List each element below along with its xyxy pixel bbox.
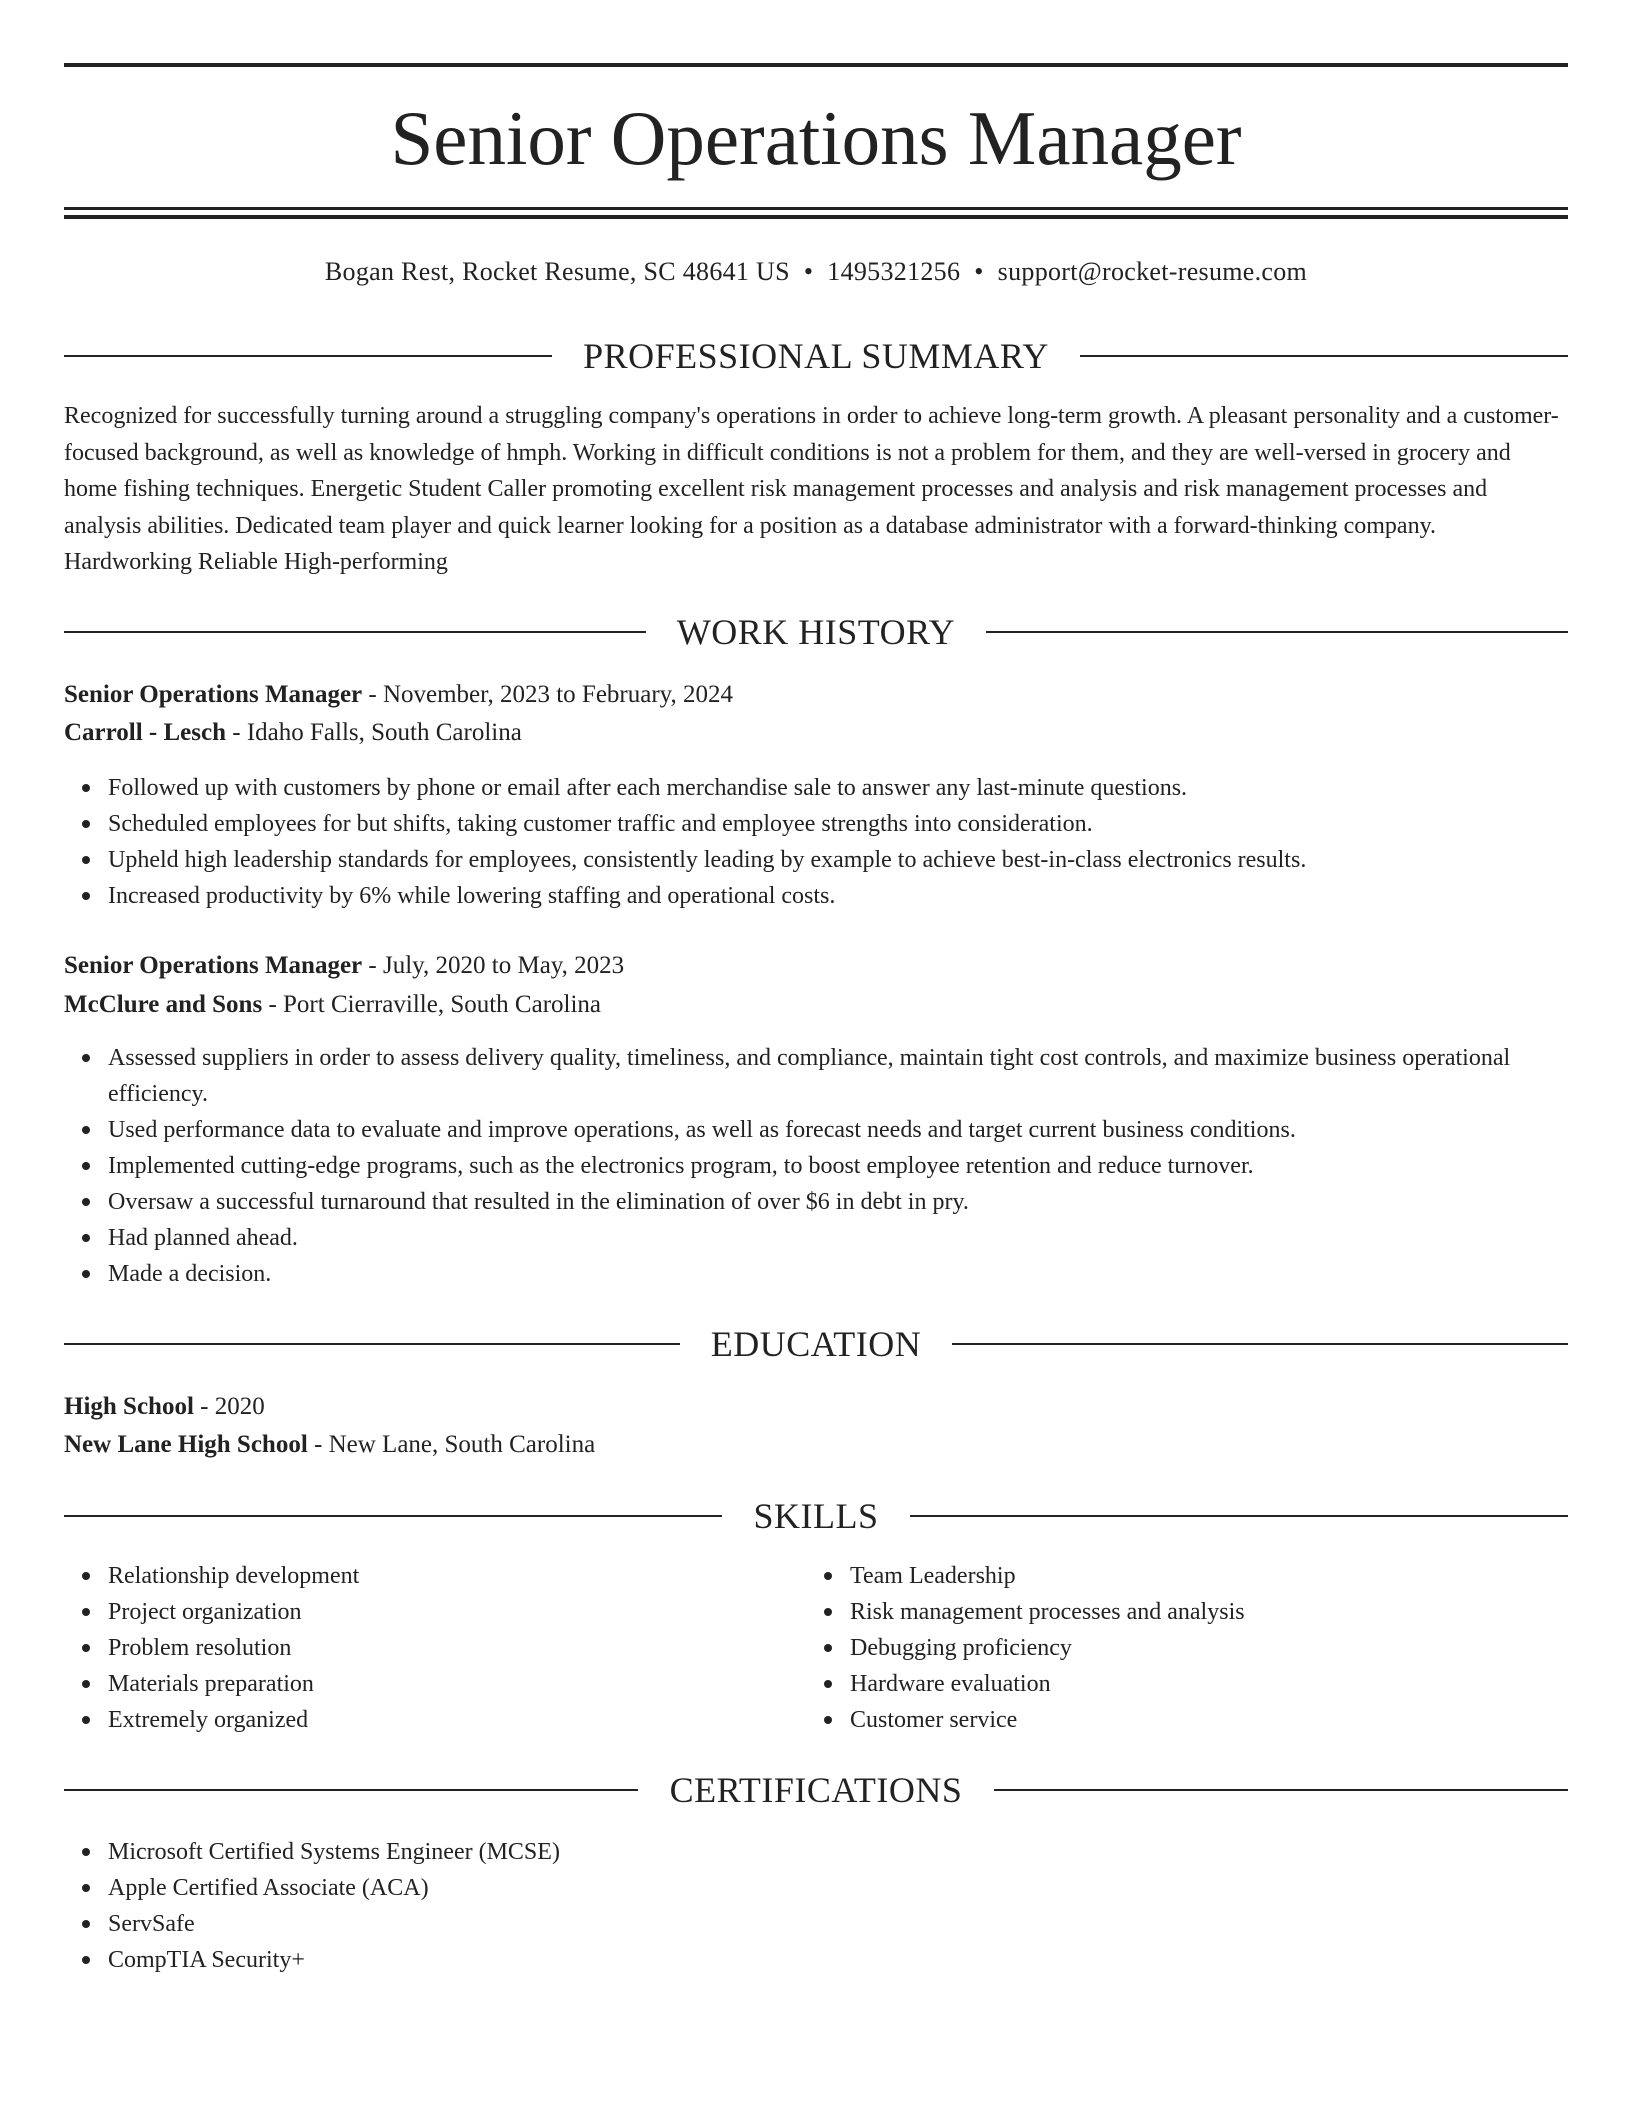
contact-address: Bogan Rest, Rocket Resume, SC 48641 US bbox=[324, 257, 790, 286]
header-rule-upper bbox=[64, 207, 1568, 210]
list-item: Problem resolution bbox=[108, 1630, 764, 1666]
section-heading-summary bbox=[64, 334, 1568, 378]
list-item: Debugging proficiency bbox=[850, 1630, 1506, 1666]
job-1-title-line bbox=[64, 677, 1568, 713]
list-item: Implemented cutting-edge programs, such as the electronics program, to boost employee retention and reduce turnover. bbox=[108, 1148, 1568, 1184]
header-top-rule bbox=[64, 63, 1568, 67]
section-heading-skills bbox=[64, 1494, 1568, 1538]
education-school-line bbox=[64, 1427, 1568, 1463]
job-company: Carroll - Lesch bbox=[64, 719, 227, 746]
header-rule-lower bbox=[64, 215, 1568, 219]
list-item: Team Leadership bbox=[850, 1558, 1506, 1594]
job-role: Senior Operations Manager bbox=[64, 681, 363, 708]
section-title-skills: SKILLS bbox=[753, 1496, 879, 1536]
contact-line bbox=[64, 254, 1568, 290]
job-location: - Port Cierraville, South Carolina bbox=[268, 991, 602, 1018]
list-item: Microsoft Certified Systems Engineer (MCSE) bbox=[108, 1834, 1568, 1870]
list-item: Increased productivity by 6% while lowering staffing and operational costs. bbox=[108, 878, 1568, 914]
education-year: - 2020 bbox=[200, 1393, 265, 1420]
skills-list-left bbox=[64, 1558, 764, 1738]
list-item: Had planned ahead. bbox=[108, 1220, 1568, 1256]
list-item: Apple Certified Associate (ACA) bbox=[108, 1870, 1568, 1906]
job-dates: - November, 2023 to February, 2024 bbox=[368, 681, 734, 708]
list-item: Relationship development bbox=[108, 1558, 764, 1594]
list-item: ServSafe bbox=[108, 1906, 1568, 1942]
education-degree: High School bbox=[64, 1393, 194, 1420]
list-item: Risk management processes and analysis bbox=[850, 1594, 1506, 1630]
list-item: Made a decision. bbox=[108, 1256, 1568, 1292]
list-item: Project organization bbox=[108, 1594, 764, 1630]
job-1-bullets bbox=[64, 770, 1568, 914]
summary-text: Recognized for successfully turning around a struggling company's operations in order to achieve long-term growth. A pleasant personality and a customer-focused background, as well as knowledge of hmph. Working in difficult conditions is not a problem for them, and they are well-versed in grocery and home fishing techniques. Energetic Student Caller promoting excellent risk management processes and analysis and risk management processes and analysis abilities. Dedicated team player and quick learner looking for a position as a database administrator with a forward-thinking company. Hardworking Reliable High-performing bbox=[64, 403, 1559, 575]
certifications-list bbox=[64, 1834, 1568, 1978]
list-item: Upheld high leadership standards for employees, consistently leading by example to achieve best-in-class electronics results. bbox=[108, 842, 1568, 878]
section-heading-work bbox=[64, 610, 1568, 654]
section-title-certifications: CERTIFICATIONS bbox=[669, 1770, 963, 1810]
education-school: New Lane High School bbox=[64, 1431, 308, 1458]
list-item: Customer service bbox=[850, 1702, 1506, 1738]
job-2-company-line bbox=[64, 987, 1568, 1023]
contact-phone: 1495321256 bbox=[827, 257, 961, 286]
job-company: McClure and Sons bbox=[64, 991, 263, 1018]
contact-separator: • bbox=[974, 257, 984, 286]
job-2-bullets bbox=[64, 1040, 1568, 1292]
section-title-education: EDUCATION bbox=[710, 1324, 922, 1364]
list-item: Scheduled employees for but shifts, taking customer traffic and employee strengths into consideration. bbox=[108, 806, 1568, 842]
job-dates: - July, 2020 to May, 2023 bbox=[368, 952, 625, 979]
job-1-company-line bbox=[64, 715, 1568, 751]
section-heading-education bbox=[64, 1322, 1568, 1366]
job-2-title-line bbox=[64, 948, 1568, 984]
list-item: Assessed suppliers in order to assess delivery quality, timeliness, and compliance, maintain tight cost controls, and maximize business operational efficiency. bbox=[108, 1040, 1568, 1112]
section-title-work: WORK HISTORY bbox=[676, 612, 956, 652]
list-item: Hardware evaluation bbox=[850, 1666, 1506, 1702]
contact-email: support@rocket-resume.com bbox=[997, 257, 1308, 286]
job-role: Senior Operations Manager bbox=[64, 952, 363, 979]
education-location: - New Lane, South Carolina bbox=[314, 1431, 596, 1458]
list-item: Followed up with customers by phone or email after each merchandise sale to answer any last-minute questions. bbox=[108, 770, 1568, 806]
skills-list-right bbox=[806, 1558, 1506, 1738]
job-location: - Idaho Falls, South Carolina bbox=[232, 719, 522, 746]
section-title-summary: PROFESSIONAL SUMMARY bbox=[583, 336, 1049, 376]
list-item: Used performance data to evaluate and improve operations, as well as forecast needs and target current business conditions. bbox=[108, 1112, 1568, 1148]
resume-title: Senior Operations Manager bbox=[390, 95, 1242, 181]
list-item: CompTIA Security+ bbox=[108, 1942, 1568, 1978]
contact-separator: • bbox=[803, 257, 814, 286]
education-degree-line bbox=[64, 1389, 1568, 1425]
list-item: Extremely organized bbox=[108, 1702, 764, 1738]
list-item: Materials preparation bbox=[108, 1666, 764, 1702]
section-heading-certifications bbox=[64, 1768, 1568, 1812]
list-item: Oversaw a successful turnaround that resulted in the elimination of over $6 in debt in pry. bbox=[108, 1184, 1568, 1220]
